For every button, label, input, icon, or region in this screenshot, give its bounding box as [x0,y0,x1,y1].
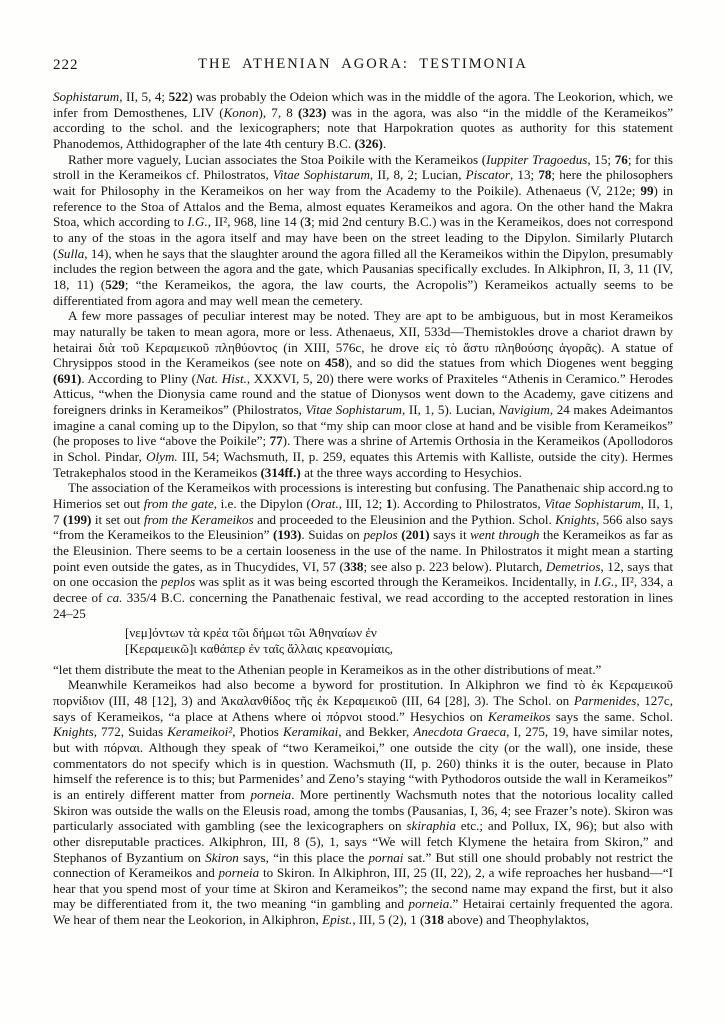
greek-line-1: [νεμ]όντων τὰ κρέα τῶι δήμωι τῶι Ἀθηναίων ἐν [125,625,377,641]
paragraph-4: The association of the Kerameikos with processions is interesting but confusing. The Panathenaic ship accord.ng to Himerios set out from the gate, i.e. the Dipylon (Orat., III, 12; 1). According to Philostratos, Vitae Sophistarum, II, 1, 7 (199) it set out from the Kerameikos and proceeded to the Eleusinion and the Pythion. Schol. Knights, 566 also says “from the Kerameikos to the Eleusinion” (193). Suidas on peplos (201) says it went through the Kerameikos as far as the Eleusinion. There seems to be a certain looseness in the use of the name. In Philostratos it might mean a starting point even outside the gates, as in Thucydides, VI, 57 (338; see also p. 223 below). Plutarch, Demetrios, 12, says that on one occasion the peplos was split as it was being escorted through the Kerameikos. Incidentally, in I.G., II², 334, a decree of ca. 335/4 B.C. concerning the Panathenaic festival, we read according to the accepted restoration in lines 24–25 [53,480,674,621]
running-header: THE ATHENIAN AGORA: TESTIMONIA [198,56,528,72]
paragraph-6: Meanwhile Kerameikos had also become a byword for prostitution. In Alkiphron we find τὸ ἐκ Κεραμεικοῦ πορνίδιον (III, 48 [12], 3) and Ἀκαλανθίδος τῆς ἐκ Κεραμεικοῦ (III, 64 [28], 3). The Schol. on Parmenides, 127c, says of Kerameikos, “a place at Athens where οἱ πόρνοι stood.” Hesychios on Kerameikos says the same. Schol. Knights, 772, Suidas Kerameikoi², Photios Keramikai, and Bekker, Anecdota Graeca, I, 275, 19, have similar notes, but with πόρναι. Although they speak of “two Kerameikoi,” one outside the city (or the wall), one inside, these commentators do not specify which is in question. Wachsmuth (II, p. 260) thinks it is the outer, because in Plato himself the reference is to this; but Parmenides’ and Zeno’s staying “with Pythodoros outside the wall in Kerameikos” is an entirely different matter from porneia. More pertinently Wachsmuth notes that the notorious locality called Skiron was outside the walls on the Eleusis road, among the tombs (Pausanias, I, 36, 4; see Frazer’s note). Skiron was particularly associated with gambling (see the lexicographers on skiraphia etc.; and Pollux, IX, 96); but also with other disreputable practices. Alkiphron, III, 8 (5), 1, says “We will fetch Klymene the hetaira from Skiron,” and Stephanos of Byzantium on Skiron says, “in this place the pornai sat.” But still one should probably not restrict the connection of Kerameikos and porneia to Skiron. In Alkiphron, III, 25 (II, 22), 2, a wife reproaches her husband—“I hear that you spend most of your time at Skiron and Kerameikos”; the second name may expand the first, but it also may be differentiated from it, the two meaning “in gambling and porneia.” Hetairai certainly frequented the agora. We hear of them near the Leokorion, in Alkiphron, Epist., III, 5 (2), 1 (318 above) and Theophylaktos, [53,677,674,928]
paragraph-1: Sophistarum, II, 5, 4; 522) was probably the Odeion which was in the middle of the agora. The Leokorion, which, we infer from Demosthenes, LIV (Konon), 7, 8 (323) was in the agora, was also “in the middle of the Kerameikos” according to the schol. and the lexicographers; note that Harpokration quotes as authority for this statement Phanodemos, Atthidographer of the late 4th century B.C. (326). [53,89,674,151]
greek-line-2: [Κεραμεικῶ]ι καθάπερ ἐν ταῖς ἄλλαις κρεανομίαις, [125,640,394,656]
paragraph-3: A few more passages of peculiar interest may be noted. They are apt to be ambiguous, but in most Kerameikos may naturally be taken to mean agora, more or less. Athenaeus, XII, 533d—Themistokles drove a chariot drawn by hetairai διὰ τοῦ Κεραμεικοῦ πληθύοντος (in XIII, 576c, he drove εἰς τὸ ἄστυ πληθούσης ἀγορᾶς). A statue of Chrysippos stood in the Kerameikos (see note on 458), and so did the statues from which Diogenes went begging (691). According to Pliny (Nat. Hist., XXXVI, 5, 20) there were works of Praxiteles “Athenis in Ceramico.” Herodes Atticus, “when the Dionysia came round and the statue of Dionysos went down to the Academy, gave citizens and foreigners drinks in Kerameikos” (Philostratos, Vitae Sophistarum, II, 1, 5). Lucian, Navigium, 24 makes Adeimantos imagine a canal coming up to the Dipylon, so that “my ship can moor close at hand and be visible from Kerameikos” (he proposes to live “above the Poikile”; 77). There was a shrine of Artemis Orthosia in the Kerameikos (Apollodoros in Schol. Pindar, Olym. III, 54; Wachsmuth, II, p. 259, equates this Artemis with Kalliste, outside the city). Hermes Tetrakephalos stood in the Kerameikos (314ff.) at the three ways according to Hesychios. [53,308,674,480]
page-header [53,56,673,78]
paragraph-5: “let them distribute the meat to the Athenian people in Kerameikos as in the other distributions of meat.” [53,661,602,677]
page-body [53,89,673,928]
greek-blockquote [53,621,673,661]
page-number: 222 [53,57,79,73]
paragraph-2: Rather more vaguely, Lucian associates the Stoa Poikile with the Kerameikos (Iuppiter Tragoedus, 15; 76; for this stroll in the Kerameikos cf. Philostratos, Vitae Sophistarum, II, 8, 2; Lucian, Piscator, 13; 78; here the philosophers wait for Philosophy in the Kerameikos on her way from the Academy to the Poikile). Athenaeus (V, 212e; 99) in reference to the Stoa of Attalos and the Bema, almost equates Kerameikos and agora. On the other hand the Makra Stoa, which according to I.G., II², 968, line 14 (3; mid 2nd century B.C.) was in the Kerameikos, does not correspond to any of the stoas in the agora itself and may have been on the street leading to the Dipylon. Similarly Plutarch (Sulla, 14), when he says that the slaughter around the agora filled all the Kerameikos within the Dipylon, presumably includes the region between the agora and the gate, which Pausanias specifically excludes. In Alkiphron, II, 3, 11 (IV, 18, 11) (529; “the Kerameikos, the agora, the law courts, the Acropolis”) Kerameikos actually seems to be differentiated from agora and may well mean the cemetery. [53,151,674,308]
